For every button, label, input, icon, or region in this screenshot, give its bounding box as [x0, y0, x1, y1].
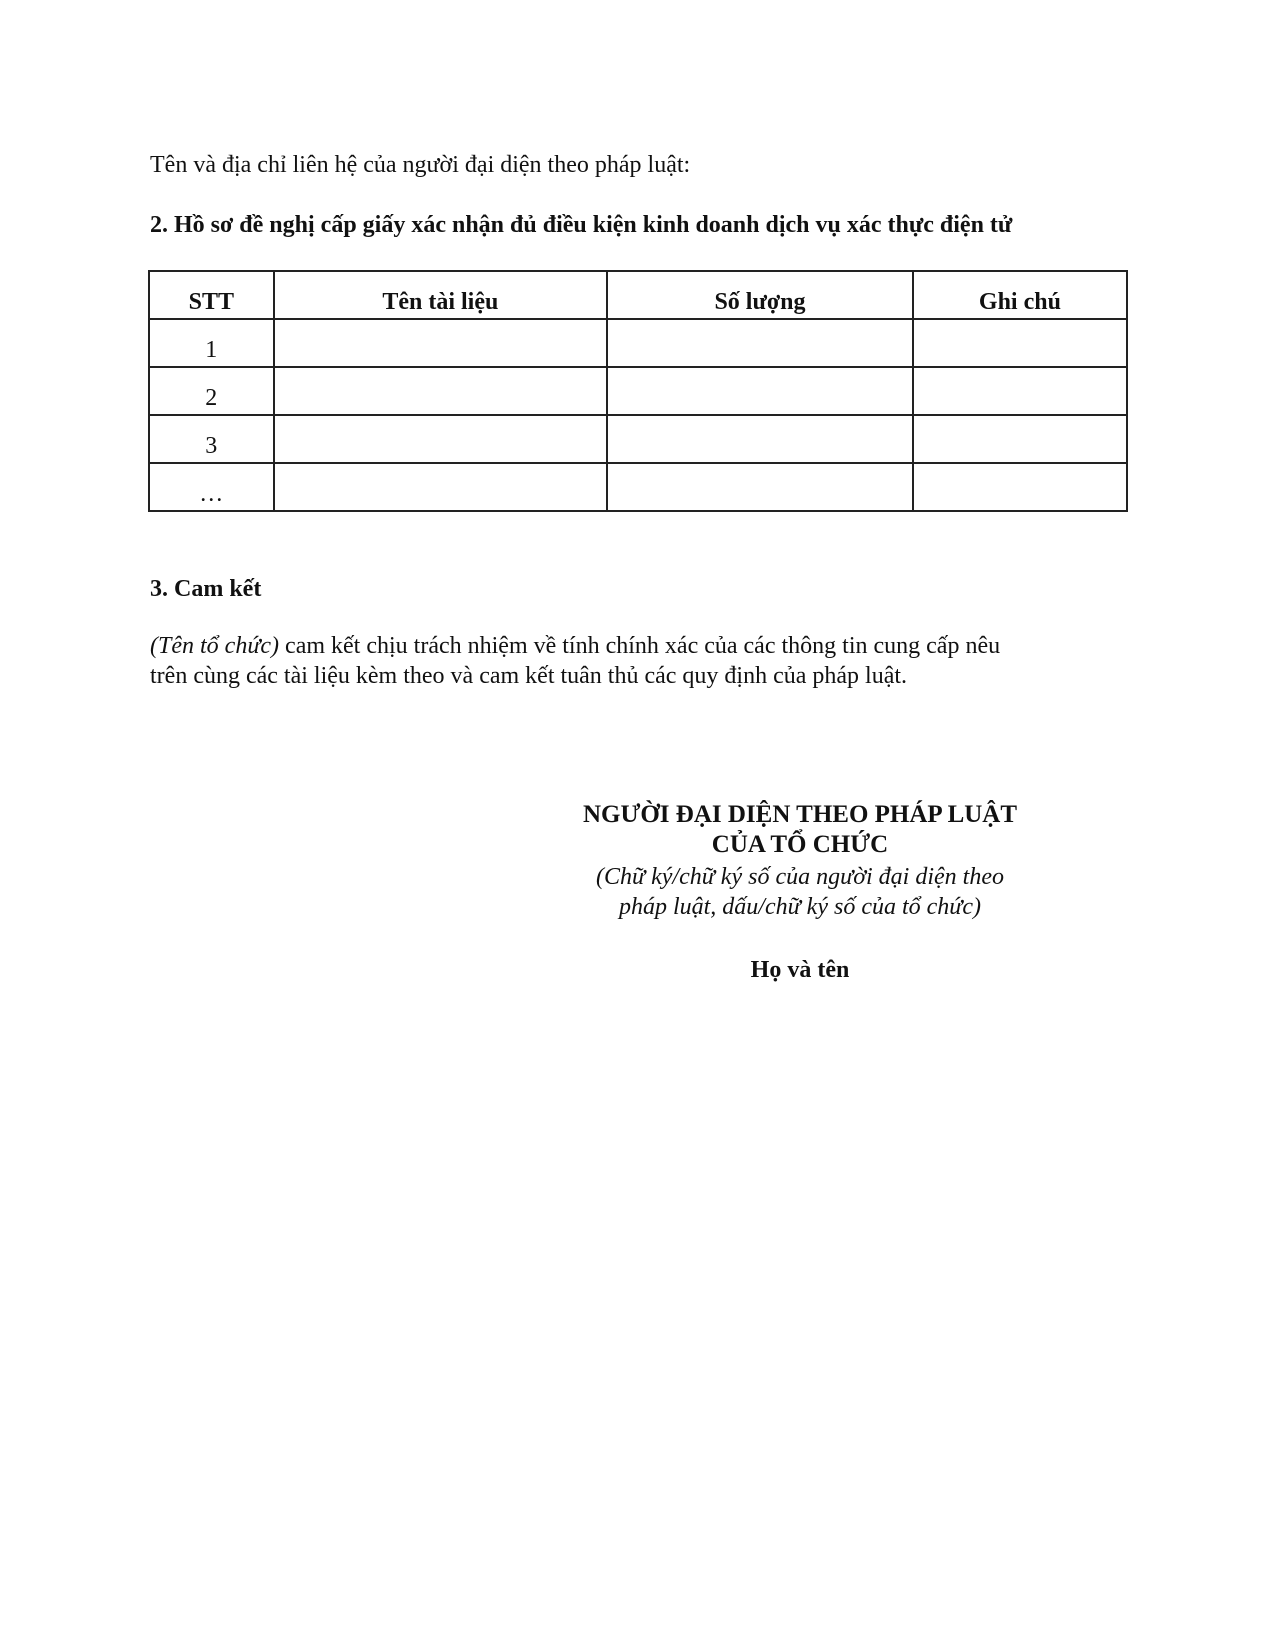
- column-header-notes: Ghi chú: [913, 271, 1127, 319]
- cell-stt: 2: [149, 367, 274, 415]
- cell-stt: 3: [149, 415, 274, 463]
- signature-note-line-2: pháp luật, dấu/chữ ký số của tổ chức): [618, 894, 982, 920]
- column-header-document-name: Tên tài liệu: [274, 271, 608, 319]
- table-row: [149, 415, 1127, 463]
- commitment-line-2: trên cùng các tài liệu kèm theo và cam kết tuân thủ các quy định của pháp luật.: [150, 663, 908, 689]
- signature-name-label: Họ và tên: [750, 957, 850, 983]
- cell-stt: …: [149, 463, 274, 511]
- cell-quantity: [607, 319, 913, 367]
- commitment-line-1: [150, 631, 1000, 661]
- commitment-text-1: cam kết chịu trách nhiệm về tính chính xác của các thông tin cung cấp nêu: [279, 633, 1001, 659]
- cell-document-name: [274, 415, 608, 463]
- signature-title-line-2: CỦA TỔ CHỨC: [711, 831, 889, 858]
- cell-quantity: [607, 463, 913, 511]
- column-header-quantity: Số lượng: [607, 271, 913, 319]
- table-row: [149, 319, 1127, 367]
- cell-document-name: [274, 367, 608, 415]
- commitment-paragraph: [150, 631, 1000, 691]
- cell-notes: [913, 463, 1127, 511]
- table-row: [149, 463, 1127, 511]
- column-header-stt: STT: [149, 271, 274, 319]
- table-header-row: [149, 271, 1127, 319]
- signature-title-line-1: NGƯỜI ĐẠI DIỆN THEO PHÁP LUẬT: [582, 801, 1018, 828]
- cell-document-name: [274, 463, 608, 511]
- cell-notes: [913, 367, 1127, 415]
- cell-quantity: [607, 415, 913, 463]
- documents-table: [148, 270, 1128, 512]
- cell-stt: 1: [149, 319, 274, 367]
- cell-document-name: [274, 319, 608, 367]
- cell-quantity: [607, 367, 913, 415]
- section-2-heading: 2. Hồ sơ đề nghị cấp giấy xác nhận đủ điều kiện kinh doanh dịch vụ xác thực điện tử: [150, 212, 1013, 238]
- org-name-placeholder: (Tên tổ chức): [150, 633, 280, 659]
- cell-notes: [913, 415, 1127, 463]
- signature-note-line-1: (Chữ ký/chữ ký số của người đại diện theo: [596, 864, 1004, 890]
- section-3-heading: 3. Cam kết: [150, 576, 262, 602]
- table-row: [149, 367, 1127, 415]
- contact-info-line: Tên và địa chỉ liên hệ của người đại diện theo pháp luật:: [150, 152, 691, 178]
- cell-notes: [913, 319, 1127, 367]
